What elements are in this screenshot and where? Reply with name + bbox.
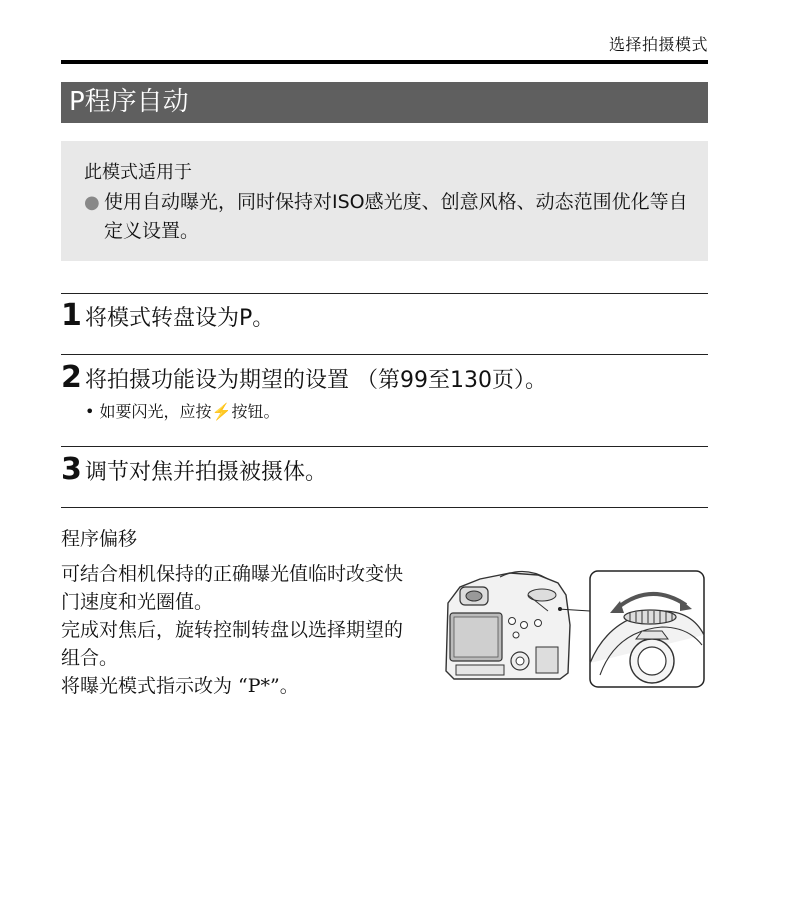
- step-divider: [61, 354, 708, 355]
- paragraph: 将曝光模式指示改为 “P*”。: [61, 675, 299, 697]
- step-number: 2: [61, 360, 82, 395]
- use-case-item: [84, 188, 688, 246]
- step-text: 将模式转盘设为P。: [85, 306, 275, 331]
- step-divider: [61, 446, 708, 447]
- step-text: 将拍摄功能设为期望的设置 （第99至130页）。: [85, 368, 547, 393]
- section-title: P程序自动: [61, 82, 708, 123]
- program-shift-text: [61, 560, 421, 700]
- figure: [440, 565, 708, 695]
- paragraph: 可结合相机保持的正确曝光值临时改变快门速度和光圈值。: [61, 563, 404, 613]
- camera-back-illustration: [440, 565, 708, 691]
- step-3: [61, 452, 708, 487]
- step-2: [61, 360, 708, 422]
- paragraph: 完成对焦后，旋转控制转盘以选择期望的组合。: [61, 619, 404, 669]
- step-number: 3: [61, 452, 82, 487]
- subsection-title: 程序偏移: [61, 528, 138, 550]
- use-case-text: 使用自动曝光，同时保持对ISO感光度、创意风格、动态范围优化等自定义设置。: [104, 191, 688, 242]
- step-note: • 如要闪光，应按⚡按钮。: [85, 402, 280, 421]
- step-1: [61, 298, 708, 333]
- running-head: 选择拍摄模式: [608, 35, 708, 54]
- step-text: 调节对焦并拍摄被摄体。: [85, 460, 328, 485]
- step-number: 1: [61, 298, 82, 333]
- bullet-icon: ●: [84, 192, 100, 213]
- header-rule: [61, 60, 708, 64]
- step-divider: [61, 293, 708, 294]
- step-divider: [61, 507, 708, 508]
- use-case-box: [61, 141, 708, 261]
- use-case-title: 此模式适用于: [84, 162, 192, 183]
